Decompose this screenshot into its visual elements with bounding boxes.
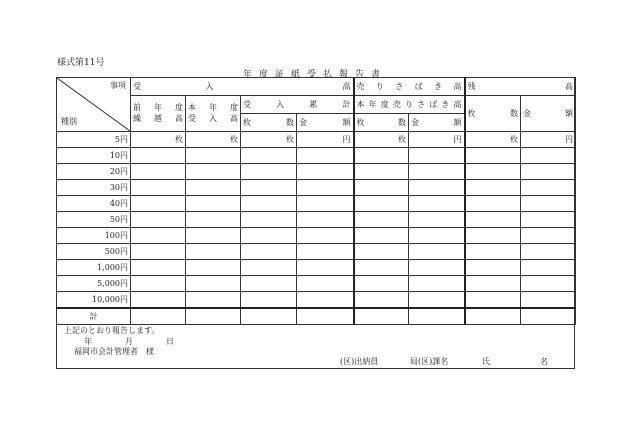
addressee: 福岡市会計管理者 様 [74,347,154,356]
receipt-header: 受 入 高 [131,78,354,96]
department-label: 局(区)課名 [410,357,449,366]
unit-sheet: 枚 [186,132,241,148]
name-label-1: 氏 [482,357,490,366]
table-row [57,228,576,244]
table-row [57,244,576,260]
sales-amount-header: 金 額 [409,114,465,132]
name-label-2: 名 [540,357,548,366]
denomination-label: 500円 [57,244,131,260]
date-year: 年 [84,337,92,346]
type-label: 種別 [61,117,77,126]
ledger-table [56,77,576,325]
denomination-label: 1,000円 [57,260,131,276]
unit-sheet: 枚 [131,132,186,148]
unit-yen: 円 [297,132,354,148]
table-row [57,260,576,276]
unit-sheet: 枚 [465,132,521,148]
sales-count-header: 枚 数 [354,114,409,132]
header-row-2 [57,96,576,114]
denomination-label: 100円 [57,228,131,244]
prev-year-carry-header: 前 年 度 繰 越 高 [131,96,186,132]
cumulative-header: 受 入 累 計 [241,96,354,114]
denomination-label: 30円 [57,180,131,196]
balance-count-header: 枚 数 [465,96,521,132]
this-year-sales-header: 本 年 度 売 り さ ば き 高 [354,96,465,114]
unit-sheet: 枚 [354,132,409,148]
date-day: 日 [166,337,174,346]
table-row [57,132,576,148]
unit-yen: 円 [409,132,465,148]
table-row [57,148,576,164]
denomination-label: 5円 [57,132,131,148]
this-year-receipt-header: 本 年 度 受 入 高 [186,96,241,132]
denomination-label: 5,000円 [57,276,131,292]
table-row [57,276,576,292]
item-type-header [57,78,131,132]
date-month: 月 [125,337,133,346]
header-row-1 [57,78,576,96]
officer-label: (区)出納員 [340,357,379,366]
table-row [57,180,576,196]
sales-header: 売 り さ ば き 高 [354,78,465,96]
balance-header: 残 高 [465,78,576,96]
document-title: 年度証紙受払報告書 [242,70,387,80]
report-note: 上記のとおり報告します。 [64,326,160,335]
unit-yen: 円 [521,132,576,148]
form-number: 様式第11号 [57,58,105,68]
cumulative-count-header: 枚 数 [241,114,297,132]
denomination-label: 10,000円 [57,292,131,309]
total-row [57,308,576,325]
table-row [57,164,576,180]
table-row [57,196,576,212]
denomination-label: 10円 [57,148,131,164]
denomination-label: 50円 [57,212,131,228]
table-row [57,212,576,228]
denomination-label: 20円 [57,164,131,180]
cumulative-amount-header: 金 額 [297,114,354,132]
denomination-label: 40円 [57,196,131,212]
unit-sheet: 枚 [241,132,297,148]
balance-amount-header: 金 額 [521,96,576,132]
item-label: 事項 [110,81,126,90]
table-row [57,292,576,309]
total-label: 計 [57,308,131,325]
